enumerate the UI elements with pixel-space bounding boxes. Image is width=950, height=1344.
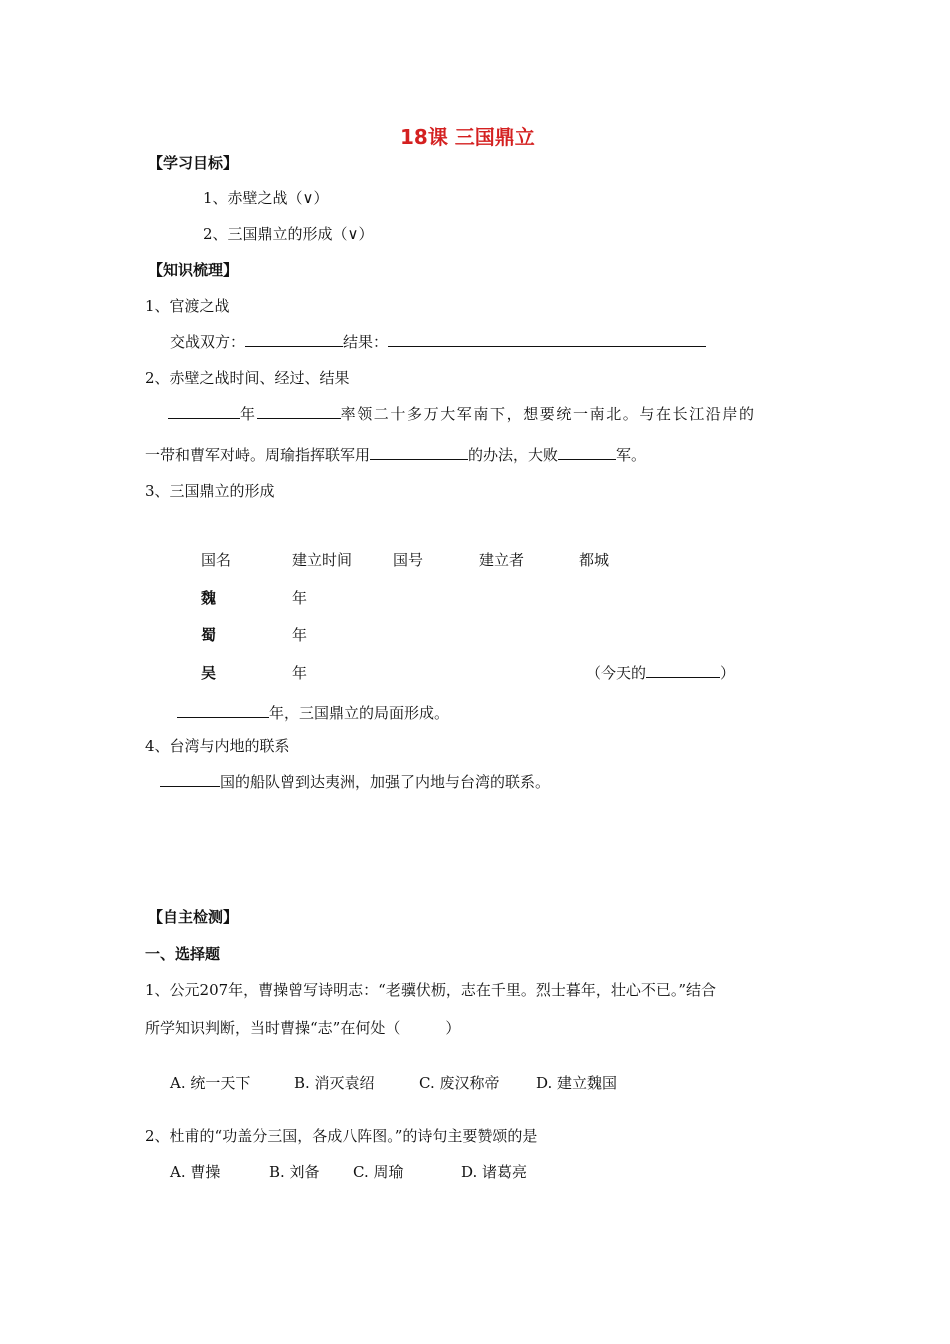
- line-1-text: 率领二十多万大军南下，想要统一南北。与在长江沿岸的: [340, 405, 756, 423]
- line-2-text-a: 一带和曹军对峙。周瑜指挥联军用: [145, 446, 371, 464]
- sides-label: 交战双方：: [170, 333, 246, 351]
- year-blank[interactable]: [168, 404, 240, 419]
- question-1-option-a[interactable]: A. 统一天下: [170, 1074, 251, 1092]
- knowledge-heading: 【知识梳理】: [148, 261, 239, 279]
- country-blank[interactable]: [160, 772, 220, 787]
- question-1-option-b[interactable]: B. 消灭袁绍: [294, 1074, 375, 1092]
- section-1-title: 1、官渡之战: [145, 297, 230, 315]
- table-row-wu-year: 年: [292, 664, 308, 682]
- question-2-option-b[interactable]: B. 刘备: [269, 1163, 320, 1181]
- section-4-title: 4、台湾与内地的联系: [145, 737, 290, 755]
- question-1-line-1: 1、公元207年，曹操曾写诗明志：“老骥伏枥，志在千里。烈士暮年，壮心不已。”结合: [145, 981, 717, 999]
- goals-heading: 【学习目标】: [148, 154, 239, 172]
- question-2-option-d[interactable]: D. 诸葛亮: [461, 1163, 528, 1181]
- table-header-title: 国号: [393, 551, 424, 569]
- section-1-line: [170, 332, 706, 352]
- today-text-b: ）: [720, 664, 736, 682]
- question-1-option-c[interactable]: C. 废汉称帝: [419, 1074, 500, 1092]
- formed-year-blank[interactable]: [177, 703, 269, 718]
- table-header-founder: 建立者: [479, 551, 525, 569]
- formed-line: [177, 703, 449, 723]
- section-3-title: 3、三国鼎立的形成: [145, 482, 275, 500]
- table-row-wu-name: 吴: [201, 664, 217, 682]
- section-2-line-1: [168, 404, 756, 424]
- result-label: 结果：: [343, 333, 389, 351]
- question-1-line-2: 所学知识判断，当时曹操“志”在何处（ ）: [145, 1019, 461, 1037]
- question-2-option-c[interactable]: C. 周瑜: [353, 1163, 404, 1181]
- table-header-name: 国名: [201, 551, 232, 569]
- question-1-option-d[interactable]: D. 建立魏国: [536, 1074, 618, 1092]
- test-heading: 【自主检测】: [148, 908, 239, 926]
- method-blank[interactable]: [370, 445, 468, 460]
- section-2-line-2: [145, 445, 646, 465]
- table-header-time: 建立时间: [292, 551, 353, 569]
- section-2-title: 2、赤壁之战时间、经过、结果: [145, 369, 350, 387]
- defeated-blank[interactable]: [558, 445, 616, 460]
- table-row-wei-year: 年: [292, 589, 308, 607]
- year-text: 年: [240, 405, 257, 423]
- today-text-a: （今天的: [586, 664, 647, 682]
- result-blank[interactable]: [388, 332, 706, 347]
- goal-item-2: 2、三国鼎立的形成（∨）: [203, 225, 374, 243]
- line-2-text-b: 的办法，大败: [468, 446, 559, 464]
- today-blank[interactable]: [646, 663, 720, 678]
- section-4-line: [160, 772, 550, 792]
- table-row-shu-year: 年: [292, 626, 308, 644]
- leader-blank[interactable]: [257, 404, 341, 419]
- section-4-text: 国的船队曾到达夷洲，加强了内地与台湾的联系。: [220, 773, 551, 791]
- table-row-wei-name: 魏: [201, 589, 217, 607]
- goal-item-1: 1、赤壁之战（∨）: [203, 189, 329, 207]
- choice-section-title: 一、选择题: [145, 945, 221, 963]
- page-title: 18课 三国鼎立: [400, 125, 535, 149]
- table-header-capital: 都城: [579, 551, 610, 569]
- table-row-shu-name: 蜀: [201, 626, 217, 644]
- formed-text: 年，三国鼎立的局面形成。: [269, 704, 450, 722]
- question-2-line-1: 2、杜甫的“功盖分三国，各成八阵图。”的诗句主要赞颂的是: [145, 1127, 538, 1145]
- today-note: [586, 663, 735, 683]
- line-2-text-c: 军。: [616, 446, 647, 464]
- sides-blank[interactable]: [245, 332, 343, 347]
- question-2-option-a[interactable]: A. 曹操: [170, 1163, 221, 1181]
